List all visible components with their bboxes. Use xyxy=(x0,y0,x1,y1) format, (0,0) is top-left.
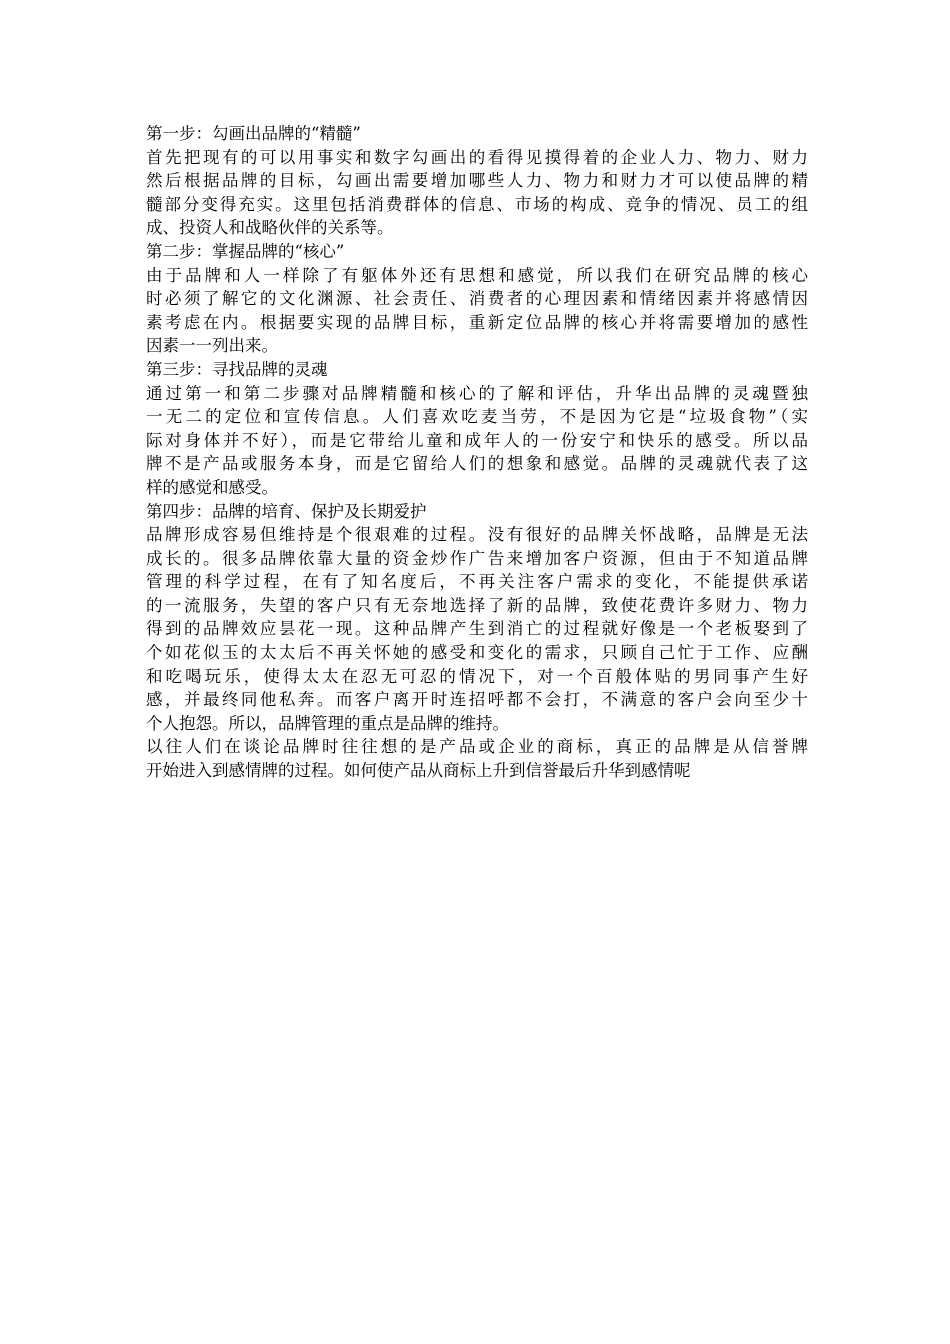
step-3-heading: 第三步：寻找品牌的灵魂 xyxy=(146,359,328,379)
step-3-text-line: 通过第一和第二步骤对品牌精髓和核心的了解和评估，升华出品牌的灵魂暨独 xyxy=(146,383,808,403)
step-1-heading: 第一步：勾画出品牌的“精髓” xyxy=(146,124,361,143)
step-4-text-line: 的一流服务，失望的客户只有无奈地选择了新的品牌，致使花费许多财力、物力 xyxy=(146,595,808,615)
step-4-heading: 第四步：品牌的培育、保护及长期爱护 xyxy=(146,501,427,521)
step-4-text-line: 个人抱怨。所以，品牌管理的重点是品牌的维持。 xyxy=(146,713,509,733)
step-4-text-line: 感，并最终同他私奔。而客户离开时连招呼都不会打，不满意的客户会向至少十 xyxy=(146,690,808,710)
step-2-text-line: 因素一一列出来。 xyxy=(146,336,278,356)
document-body xyxy=(146,122,808,783)
step-2-text-line: 时必须了解它的文化渊源、社会责任、消费者的心理因素和情绪因素并将感情因 xyxy=(146,289,808,309)
step-4-text-line: 个如花似玉的太太后不再关怀她的感受和变化的需求，只顾自己忙于工作、应酬 xyxy=(146,643,808,663)
step-1-text-line: 然后根据品牌的目标，勾画出需要增加哪些人力、物力和财力才可以使品牌的精 xyxy=(146,171,808,191)
step-4-text-line: 得到的品牌效应昙花一现。这种品牌产生到消亡的过程就好像是一个老板娶到了 xyxy=(146,619,808,639)
step-1-text-line: 髓部分变得充实。这里包括消费群体的信息、市场的构成、竞争的情况、员工的组 xyxy=(146,194,808,214)
step-2-text-line: 素考虑在内。根据要实现的品牌目标，重新定位品牌的核心并将需要增加的感性 xyxy=(146,312,808,332)
step-4-text-line: 成长的。很多品牌依靠大量的资金炒作广告来增加客户资源，但由于不知道品牌 xyxy=(146,548,808,568)
step-4-text-line: 管理的科学过程，在有了知名度后，不再关注客户需求的变化，不能提供承诺 xyxy=(146,572,808,592)
step-1-text-line: 成、投资人和战略伙伴的关系等。 xyxy=(146,218,394,238)
step-3-text-line: 牌不是产品或服务本身，而是它留给人们的想象和感觉。品牌的灵魂就代表了这 xyxy=(146,454,808,474)
step-3-text-line: 样的感觉和感受。 xyxy=(146,477,278,497)
closing-text-line: 以往人们在谈论品牌时往往想的是产品或企业的商标，真正的品牌是从信誉牌 xyxy=(146,737,808,757)
step-3-text-line: 际对身体并不好），而是它带给儿童和成年人的一份安宁和快乐的感受。所以品 xyxy=(146,430,808,450)
step-2-text-line: 由于品牌和人一样除了有躯体外还有思想和感觉，所以我们在研究品牌的核心 xyxy=(146,265,808,285)
step-4-text-line: 和吃喝玩乐，使得太太在忍无可忍的情况下，对一个百般体贴的男同事产生好 xyxy=(146,666,808,686)
closing-text-line: 开始进入到感情牌的过程。如何使产品从商标上升到信誉最后升华到感情呢 xyxy=(146,761,691,781)
step-1-text-line: 首先把现有的可以用事实和数字勾画出的看得见摸得着的企业人力、物力、财力 xyxy=(146,147,808,167)
step-3-text-line: 一无二的定位和宣传信息。人们喜欢吃麦当劳，不是因为它是“垃圾食物”（实 xyxy=(146,407,808,427)
step-4-text-line: 品牌形成容易但维持是个很艰难的过程。没有很好的品牌关怀战略，品牌是无法 xyxy=(146,525,808,545)
step-2-heading: 第二步：掌握品牌的“核心” xyxy=(146,241,345,261)
